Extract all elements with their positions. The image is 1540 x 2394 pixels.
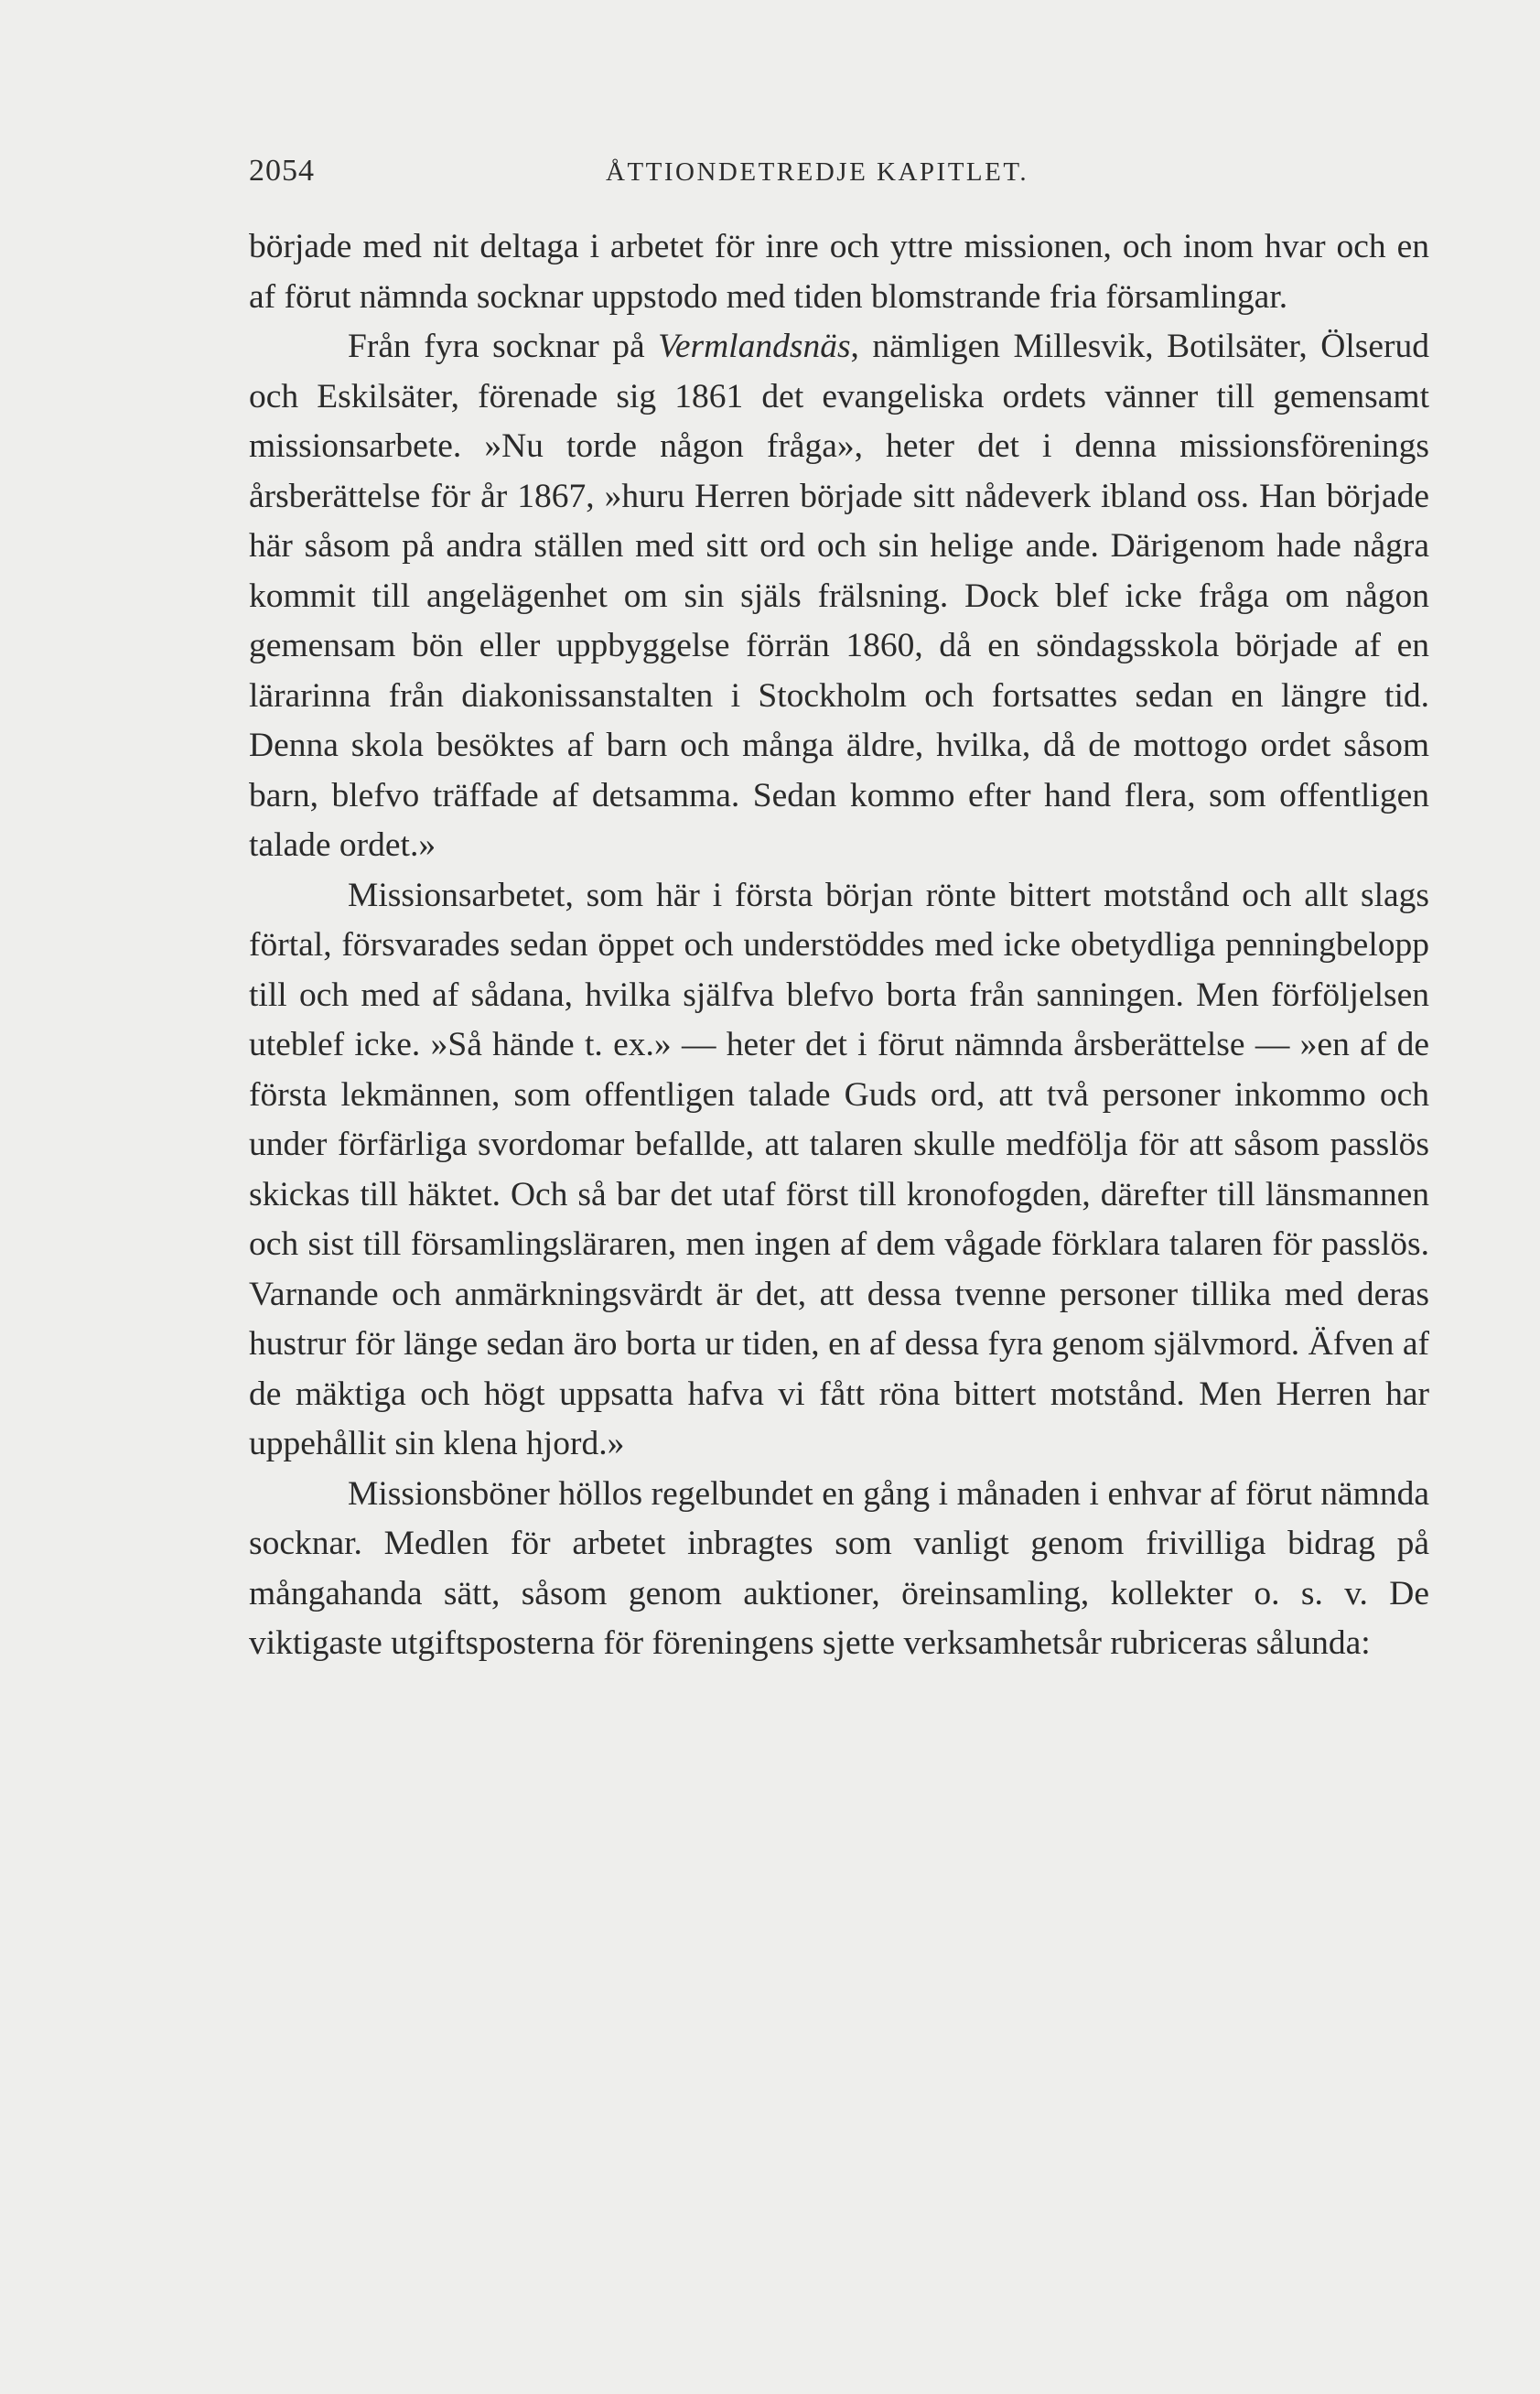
paragraph-2-start: Från fyra socknar på: [348, 328, 659, 365]
paragraph-1: började med nit deltaga i arbetet för inre och yttre missionen, och inom hvar och en af förut nämnda socknar uppstodo med tiden blomstrande fria församlingar.: [249, 228, 1429, 316]
paragraph-2: [249, 322, 1429, 871]
paragraph-4: Missionsböner höllos regelbundet en gång i månaden i enhvar af förut nämnda socknar. Medlen för arbetet inbragtes som vanligt genom frivilliga bidrag på mångahanda sätt, såsom genom auktioner, öreinsamling, kollekter o. s. v. De viktigaste utgiftsposterna för föreningens sjette verksamhetsår rubriceras sålunda:: [249, 1474, 1429, 1662]
page-header: [249, 154, 1429, 200]
paragraph-2-rest: , nämligen Millesvik, Botilsäter, Ölserud och Eskilsäter, förenade sig 1861 det evangeliska ordets vänner till gemensamt missionsarbete. »Nu torde någon fråga», heter det i denna missionsförenings årsberättelse för år 1867, »huru Herren började sitt nådeverk ibland oss. Han började här såsom på andra ställen med sitt ord och sin helige ande. Därigenom hade några kommit till angelägenhet om sin själs frälsning. Dock blef icke fråga om någon gemensam bön eller uppbyggelse förrän 1860, då en söndagsskola började af en lärarinna från diakonissanstalten i Stockholm och fortsattes sedan en längre tid. Denna skola besöktes af barn och många äldre, hvilka, då de mottogo ordet såsom barn, blefvo träffade af detsamma. Sedan kommo efter hand flera, som offentligen talade ordet.»: [249, 328, 1429, 864]
place-name: Vermlandsnäs: [658, 328, 851, 365]
body-text: [249, 222, 1429, 1669]
page-number: 2054: [249, 154, 315, 188]
paragraph-3: Missionsarbetet, som här i första början rönte bittert motstånd och allt slags förtal, försvarades sedan öppet och understöddes med icke obetydliga penningbelopp till och med af sådana, hvilka själfva blefvo borta från sanningen. Men förföljelsen uteblef icke. »Så hände t. ex.» — heter det i förut nämnda årsberättelse — »en af de första lekmännen, som offentligen talade Guds ord, att två personer inkommo och under förfärliga svordomar befallde, att talaren skulle medfölja för att såsom passlös skickas till häktet. Och så bar det utaf först till kronofogden, därefter till länsmannen och sist till församlingsläraren, men ingen af dem vågade förklara talaren för passlös. Varnande och anmärkningsvärdt är det, att dessa tvenne personer tillika med deras hustrur för länge sedan äro borta ur tiden, en af dessa fyra genom självmord. Äfven af de mäktiga och högt uppsatta hafva vi fått röna bittert motstånd. Men Herren har uppehållit sin klena hjord.»: [249, 876, 1429, 1462]
running-head: ÅTTIONDETREDJE KAPITLET.: [606, 157, 1029, 187]
